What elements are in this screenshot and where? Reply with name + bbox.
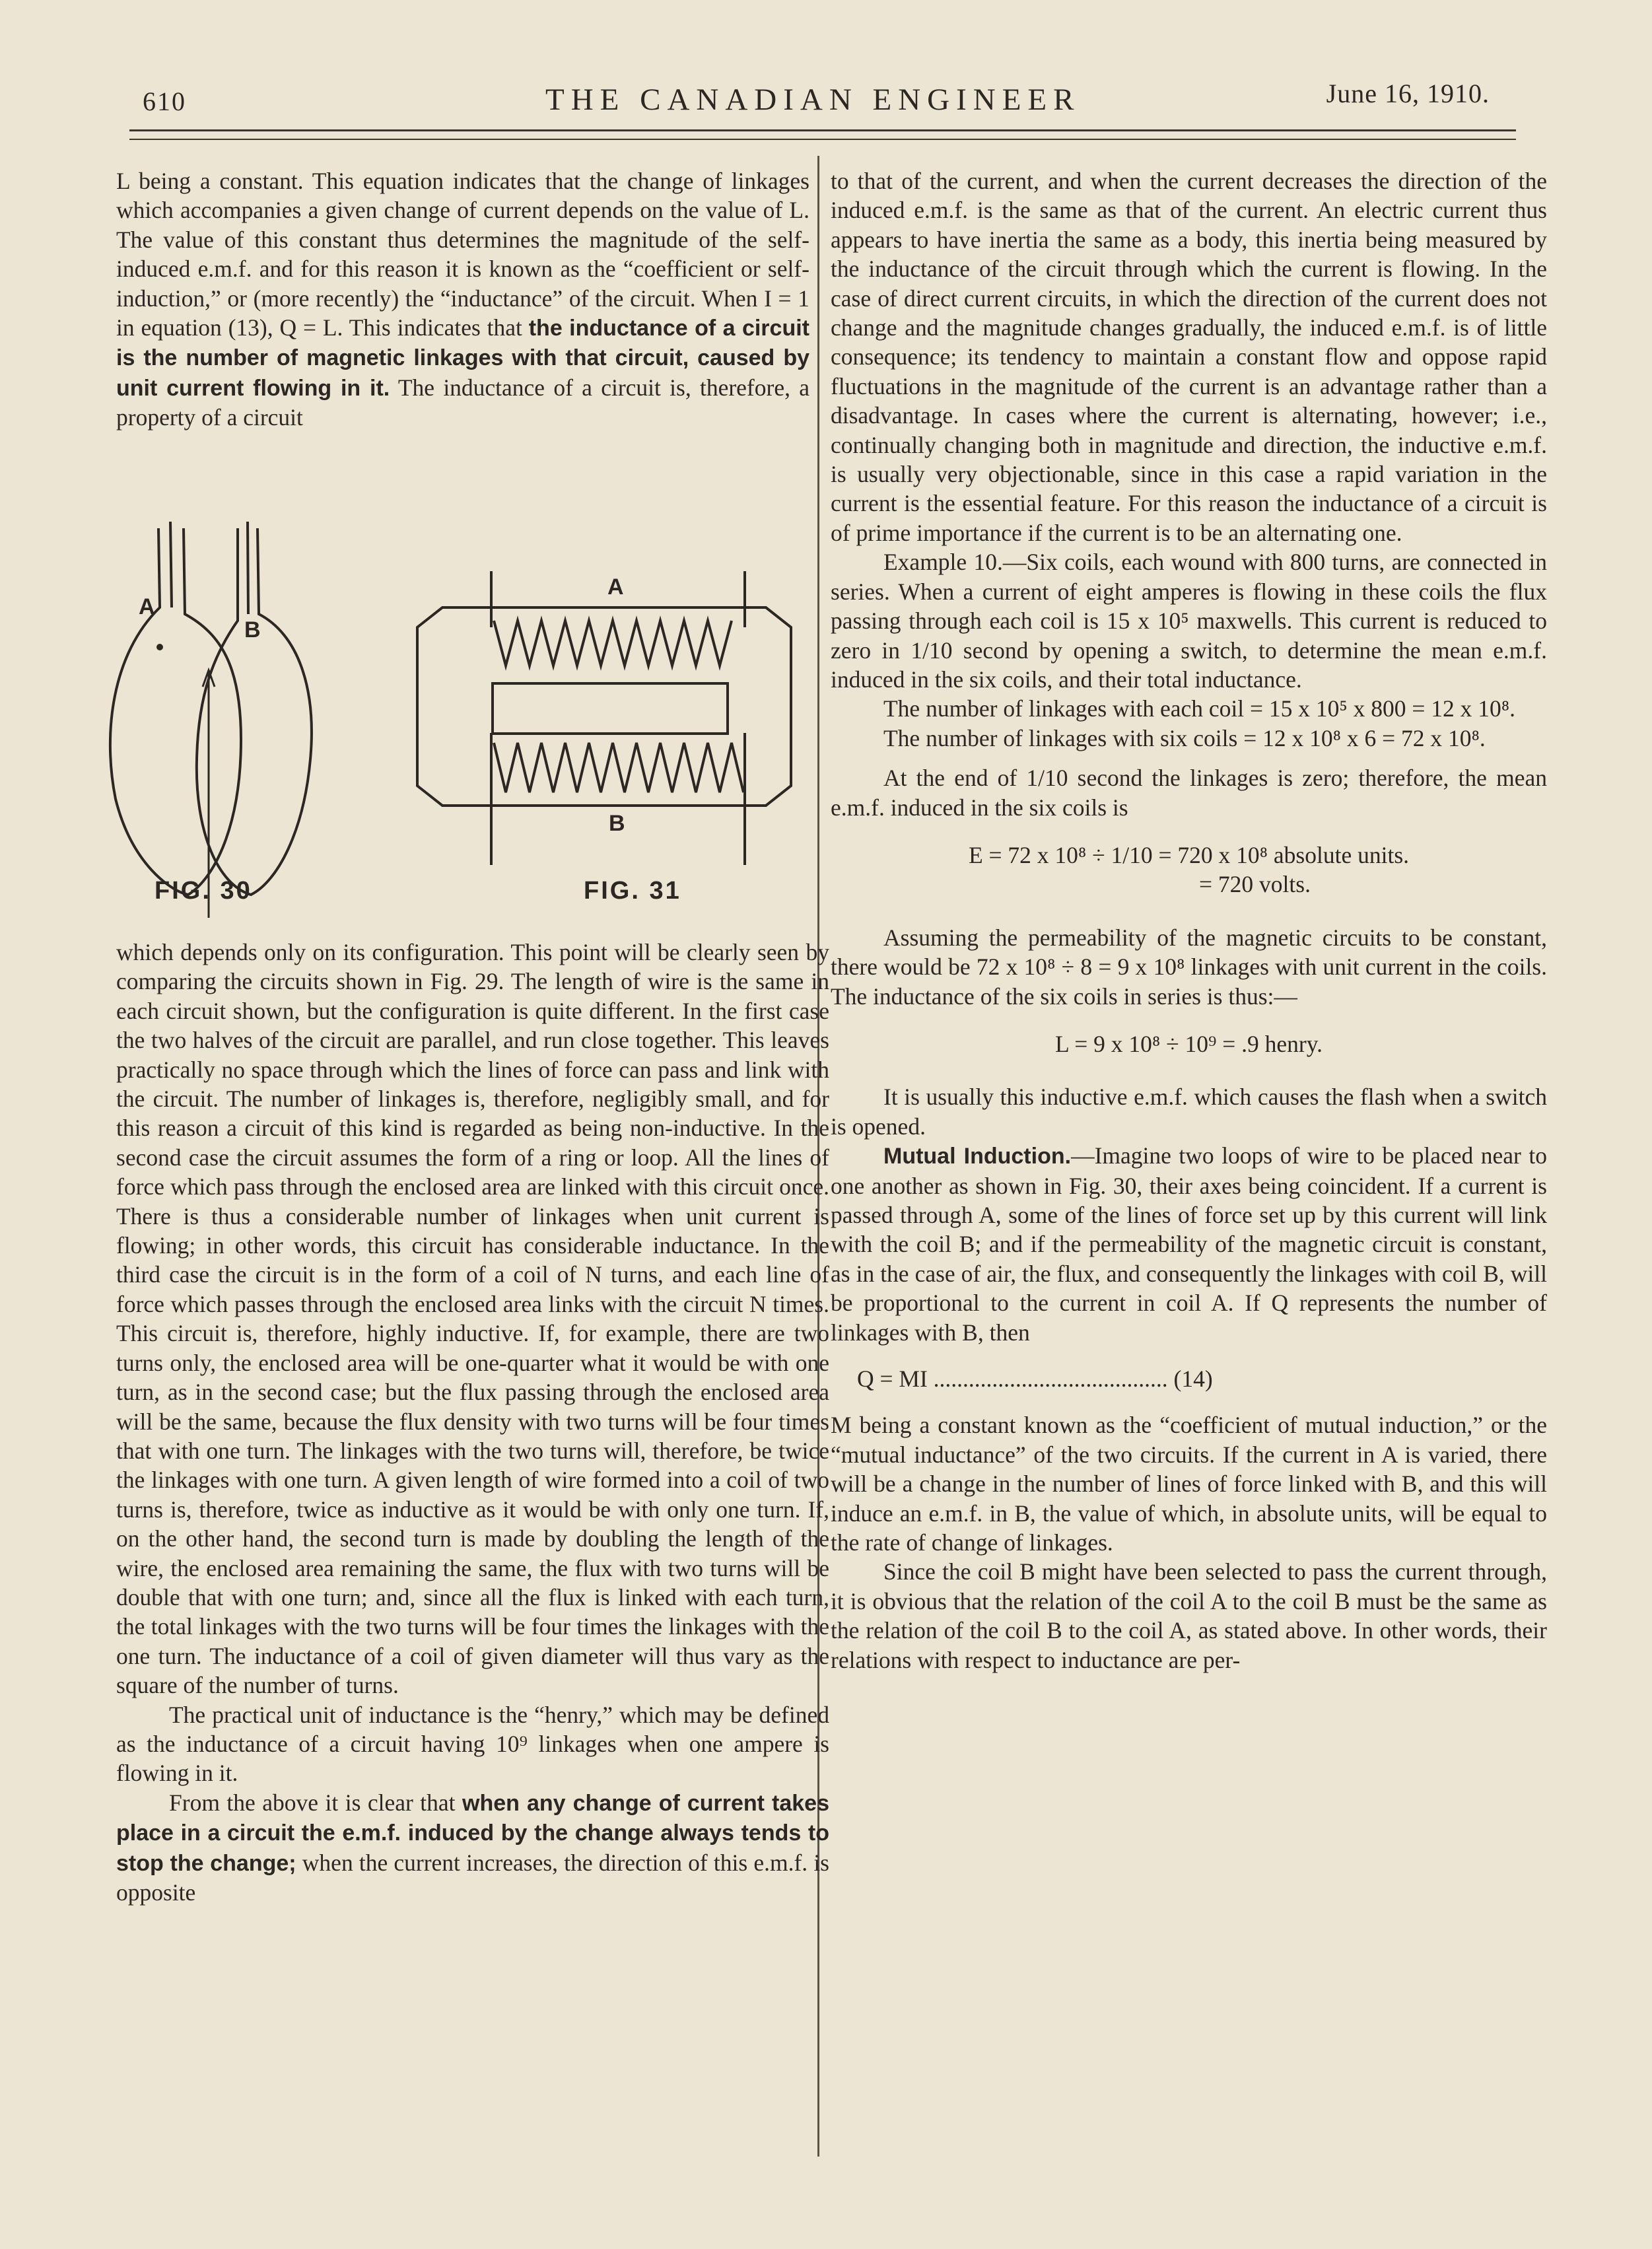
fig31-inner-core	[493, 683, 728, 734]
paragraph: The practical unit of inductance is the “henry,” which may be defined as the inductance of a circuit having 10⁹ linkages when one ampere is flowing in it.	[116, 1701, 829, 1787]
definition-bold: the inductance of a circuit is the number of magnetic linkages with that circuit, caused by unit current flowing in it.	[116, 316, 809, 401]
paragraph: which depends only on its configuration. This point will be clearly seen by comparing the circuits shown in Fig. 29. The length of wire is the same in each circuit shown, but the configuration is quite different. In the first case the two halves of the circuit are parallel, and run close together. This leaves practically no space through which the lines of force can pass and link with the circuit. The number of linkages is, therefore, negligibly small, and for this reason a circuit of this kind is regarded as being non-inductive. In the second case the circuit assumes the form of a ring or loop. All the lines of force which pass through the enclosed area are linked with this circuit once. There is thus a considerable number of linkages when unit current is flowing; in other words, this circuit has considerable inductance. In the third case the circuit is in the form of a coil of N turns, and each line of force which passes through the enclosed area links with the circuit N times. This circuit is, therefore, highly inductive. If, for example, there are two turns only, the enclosed area will be one-quarter what it would be with one turn, as in the second case; but the flux passing through the enclosed area will be the same, because the flux density with two turns will be four times that with one turn. The linkages with the two turns will, therefore, be twice the linkages with one turn. A given length of wire formed into a coil of two turns is, therefore, twice as inductive as it would be with only one turn. If, on the other hand, the second turn is made by doubling the length of the wire, the enclosed area remaining the same, the flux with two turns will be double that with one turn; and, since all the flux is linked with each turn, the total linkages with the two turns will be four times the linkages with the one turn. The inductance of a coil of given diameter will thus vary as the square of the number of turns.	[116, 939, 829, 1699]
fig30-loop-b	[170, 522, 172, 607]
page-number: 610	[143, 86, 186, 116]
section-heading: Mutual Induction.	[883, 1144, 1072, 1169]
fig30-label-b: B	[244, 617, 261, 642]
figure-diagrams	[99, 522, 819, 918]
paragraph: M being a constant known as the “coefficient of mutual induction,” or the “mutual inductance” of the two circuits. If the current in A is varied, there will be a change in the number of lines of force linked with B, and this will induce an e.m.f. in B, the value of which, in absolute units, will be equal to the rate of change of linkages.	[831, 1412, 1547, 1556]
text-run: —Imagine two loops of wire to be placed near to one another as shown in Fig. 30, their axes being coincident. If a current is passed through A, some of the lines of force set up by this current will link with the coil B; and if the permeability of the magnetic circuit is constant, as in the case of air, the flux, and consequently the linkages with coil B, will be proportional to the current in coil A. If Q represents the number of linkages with B, then	[831, 1142, 1547, 1346]
header-rule-secondary	[129, 139, 1516, 140]
equation-e-result: = 720 volts.	[1199, 871, 1311, 898]
right-column	[831, 166, 1547, 1675]
paragraph	[116, 166, 809, 433]
fig30-label-a: A	[139, 594, 155, 619]
equation-14: Q = MI ........................................ (14)	[857, 1366, 1213, 1393]
fig30-loop-a	[110, 528, 241, 895]
fig31-coil-a	[494, 621, 732, 666]
header-rule	[129, 129, 1516, 131]
paragraph: The number of linkages with six coils = 12 x 10⁸ x 6 = 72 x 10⁸.	[883, 724, 1486, 751]
paragraph	[831, 1141, 1547, 1347]
fig31-coil-b	[494, 743, 743, 792]
text-run: when the current increases, the direction of this e.m.f. is opposite	[116, 1849, 829, 1906]
fig30-caption: FIG. 30	[155, 877, 252, 905]
fig31-caption: FIG. 31	[584, 877, 681, 905]
fig31-label-a: A	[607, 574, 624, 600]
paragraph	[116, 1788, 829, 1908]
figures-block	[99, 522, 819, 918]
equation-e: E = 72 x 10⁸ ÷ 1/10 = 720 x 10⁸ absolute units.	[968, 841, 1410, 868]
paragraph: Since the coil B might have been selected to pass the current through, it is obvious that the relation of the coil A to the coil B must be the same as the relation of the coil B to the coil A, as stated above. In other words, their relations with respect to inductance are per-	[831, 1558, 1547, 1673]
text-run: The inductance of a circuit is, therefore, a property of a circuit	[116, 374, 809, 431]
journal-title: THE CANADIAN ENGINEER	[545, 83, 1081, 117]
equation-l: L = 9 x 10⁸ ÷ 10⁹ = .9 henry.	[1054, 1030, 1323, 1057]
fig30-loop-b-outer	[197, 528, 312, 895]
paragraph: At the end of 1/10 second the linkages is zero; therefore, the mean e.m.f. induced in the six coils is	[831, 765, 1547, 821]
paragraph: to that of the current, and when the current decreases the direction of the induced e.m.f. is the same as that of the current. An electric current thus appears to have inertia the same as a body, this inertia being measured by the inductance of the circuit through which the current is flowing. In the case of direct current circuits, in which the direction of the current does not change and the magnitude changes gradually, the induced e.m.f. is of little consequence; its tendency to maintain a constant flow and oppose rapid fluctuations in the magnitude of the current is an advantage rather than a disadvantage. In cases where the current is alternating, however; i.e., continually changing both in magnitude and direction, the inductive e.m.f. is usually very objectionable, since in this case a rapid variation in the current is the essential feature. For this reason the inductance of a circuit is of prime importance if the current is to be an alternating one.	[831, 168, 1547, 546]
left-column-bottom	[116, 938, 829, 1907]
principle-bold: when any change of current takes place in a circuit the e.m.f. induced by the change always tends to stop the change;	[116, 1790, 829, 1876]
example-paragraph: Example 10.—Six coils, each wound with 800 turns, are connected in series. When a current of eight amperes is flowing in these coils the flux passing through each coil is 15 x 10⁵ maxwells. This current is reduced to zero in 1/10 second by opening a switch, to determine the mean e.m.f. induced in the six coils, and their total inductance.	[831, 549, 1547, 693]
text-run: L being a constant. This equation indicates that the change of linkages which accompanies a given change of current depends on the value of L. The value of this constant thus determines the magnitude of the self-induced e.m.f. and for this reason it is known as the “coefficient or self-induction,” or (more recently) the “inductance” of the circuit. When I = 1 in equation (13), Q = L. This indicates that	[116, 168, 809, 341]
paragraph: Assuming the permeability of the magnetic circuits to be constant, there would be 72 x 10⁸ ÷ 8 = 9 x 10⁸ linkages with unit current in the coils. The inductance of the six coils in series is thus:—	[831, 924, 1547, 1010]
left-column-top	[116, 166, 809, 433]
issue-date: June 16, 1910.	[1326, 79, 1490, 108]
paragraph: The number of linkages with each coil = 15 x 10⁵ x 800 = 12 x 10⁸.	[883, 695, 1516, 722]
fig31-label-b: B	[609, 811, 625, 836]
page-header	[143, 78, 1503, 131]
text-run: From the above it is clear that	[169, 1789, 463, 1816]
paragraph: It is usually this inductive e.m.f. which causes the flash when a switch is opened.	[831, 1084, 1547, 1140]
